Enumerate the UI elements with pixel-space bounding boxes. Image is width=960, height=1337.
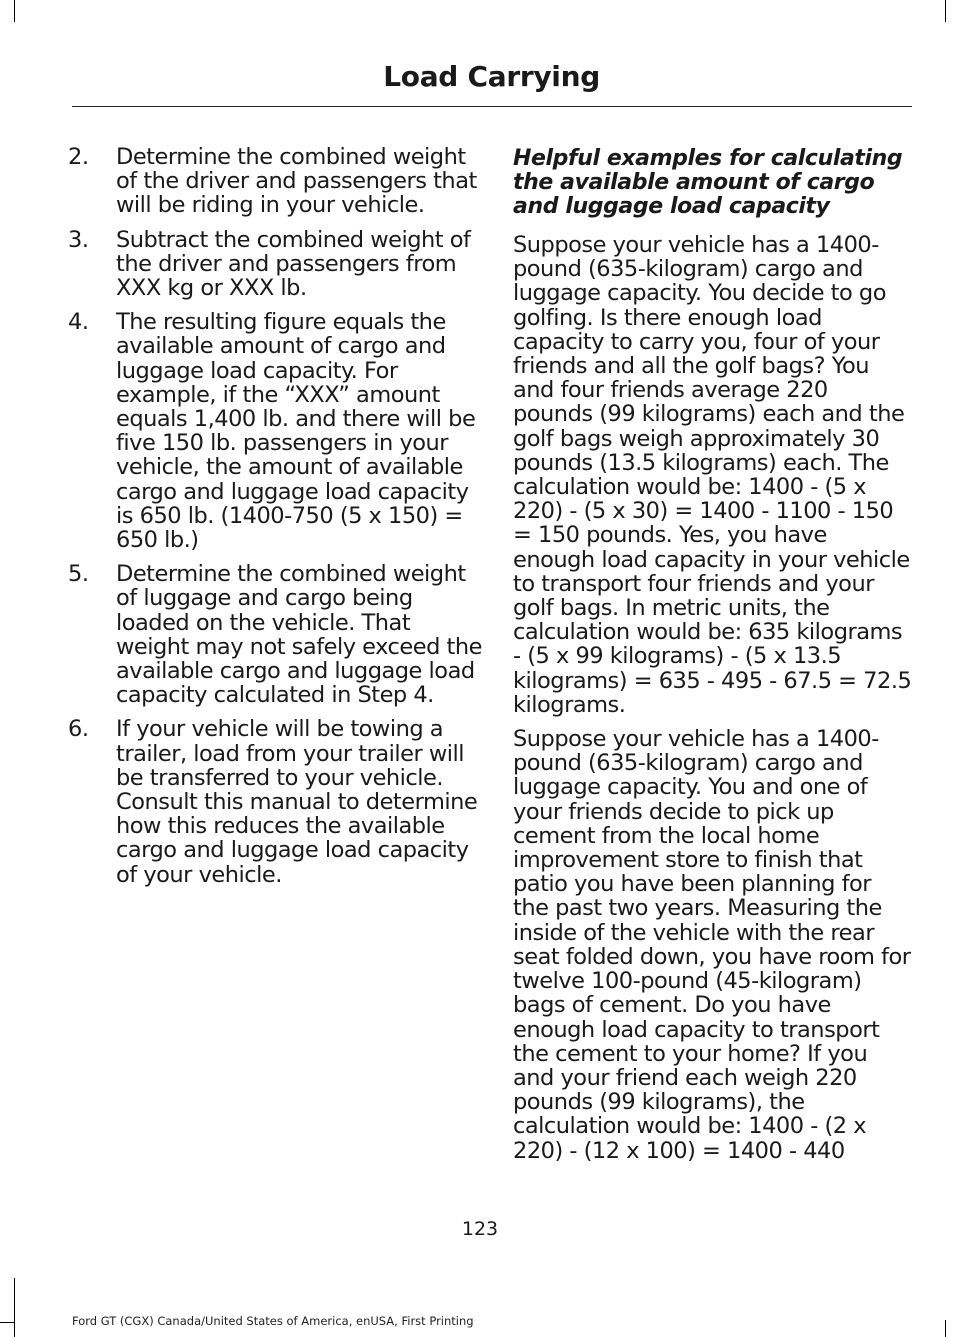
steps-list [62,145,482,887]
list-item [62,717,482,886]
header-divider [72,106,912,107]
list-item [62,562,482,707]
step-number: 6. [68,716,89,743]
step-number: 2. [68,144,89,170]
crop-mark-top-left-vertical [14,0,15,22]
step-number: 5. [68,561,89,588]
step-text: Determine the combined weight of luggage and cargo being loaded on the vehicle. That weight may not safely exceed the available cargo and luggage load capacity calculated in Step 4. [116,561,482,709]
edition-footer: Ford GT (CGX) Canada/United States of America, enUSA, First Printing [72,1314,474,1328]
list-item [62,310,482,552]
step-text: Subtract the combined weight of the driver and passengers from XXX kg or XXX lb. [116,226,471,302]
step-number: 4. [68,309,89,336]
example-paragraph: Suppose your vehicle has a 1400-pound (635-kilogram) cargo and luggage capacity. You and one of your friends decide to pick up cement from the local home improvement store to finish that patio you have been planning for the past two years. Measuring the inside of the vehicle with the rear seat folded down, you have room for twelve 100-pound (45-kilogram) bags of cement. Do you have enough load capacity to transport the cement to your home? If you and your friend each weigh 220 pounds (99 kilograms), the calculation would be: 1400 - (2 x 220) - (12 x 100) = 1400 - 440 [513,726,911,1164]
page-number: 123 [461,1218,499,1240]
list-item [62,228,482,301]
section-subheading: Helpful examples for calculating the available amount of cargo and luggage load capacity [513,146,903,219]
crop-mark-top-right-vertical [945,0,946,22]
crop-mark-bottom-left-vertical [14,1278,15,1337]
right-column [513,145,913,1173]
crop-mark-bottom-right-vertical [945,1320,946,1337]
example-paragraph: Suppose your vehicle has a 1400-pound (635-kilogram) cargo and luggage capacity. You decide to go golfing. Is there enough load capacity to carry you, four of your friends and all the golf bags? You and four friends average 220 pounds (99 kilograms) each and the golf bags weigh approximately 30 pounds (13.5 kilograms) each. The calculation would be: 1400 - (5 x 220) - (5 x 30) = 1400 - 1100 - 150 = 150 pounds. Yes, you have enough load capacity in your vehicle to transport four friends and your golf bags. In metric units, the calculation would be: 635 kilograms - (5 x 99 kilograms) - (5 x 13.5 kilograms) = 635 - 495 - 67.5 = 72.5 kilograms. [513,232,912,718]
step-number: 3. [68,226,89,253]
page-title: Load Carrying [383,60,600,93]
crop-mark-bottom-left-horizontal [0,1322,14,1323]
left-column [62,145,482,897]
step-text: The resulting figure equals the available amount of cargo and luggage load capacity. For example, if the “XXX” amount equals 1,400 lb. and there will be five 150 lb. passengers in your vehicle, the amount of available cargo and luggage load capacity is 650 lb. (1400-750 (5 x 150) = 650 lb.) [116,309,476,554]
list-item [62,145,482,218]
step-text: If your vehicle will be towing a trailer, load from your trailer will be transferred to your vehicle. Consult this manual to determine how this reduces the available cargo and luggage load capacity of your vehicle. [116,716,478,888]
step-text: Determine the combined weight of the driver and passengers that will be riding in your vehicle. [116,144,477,219]
